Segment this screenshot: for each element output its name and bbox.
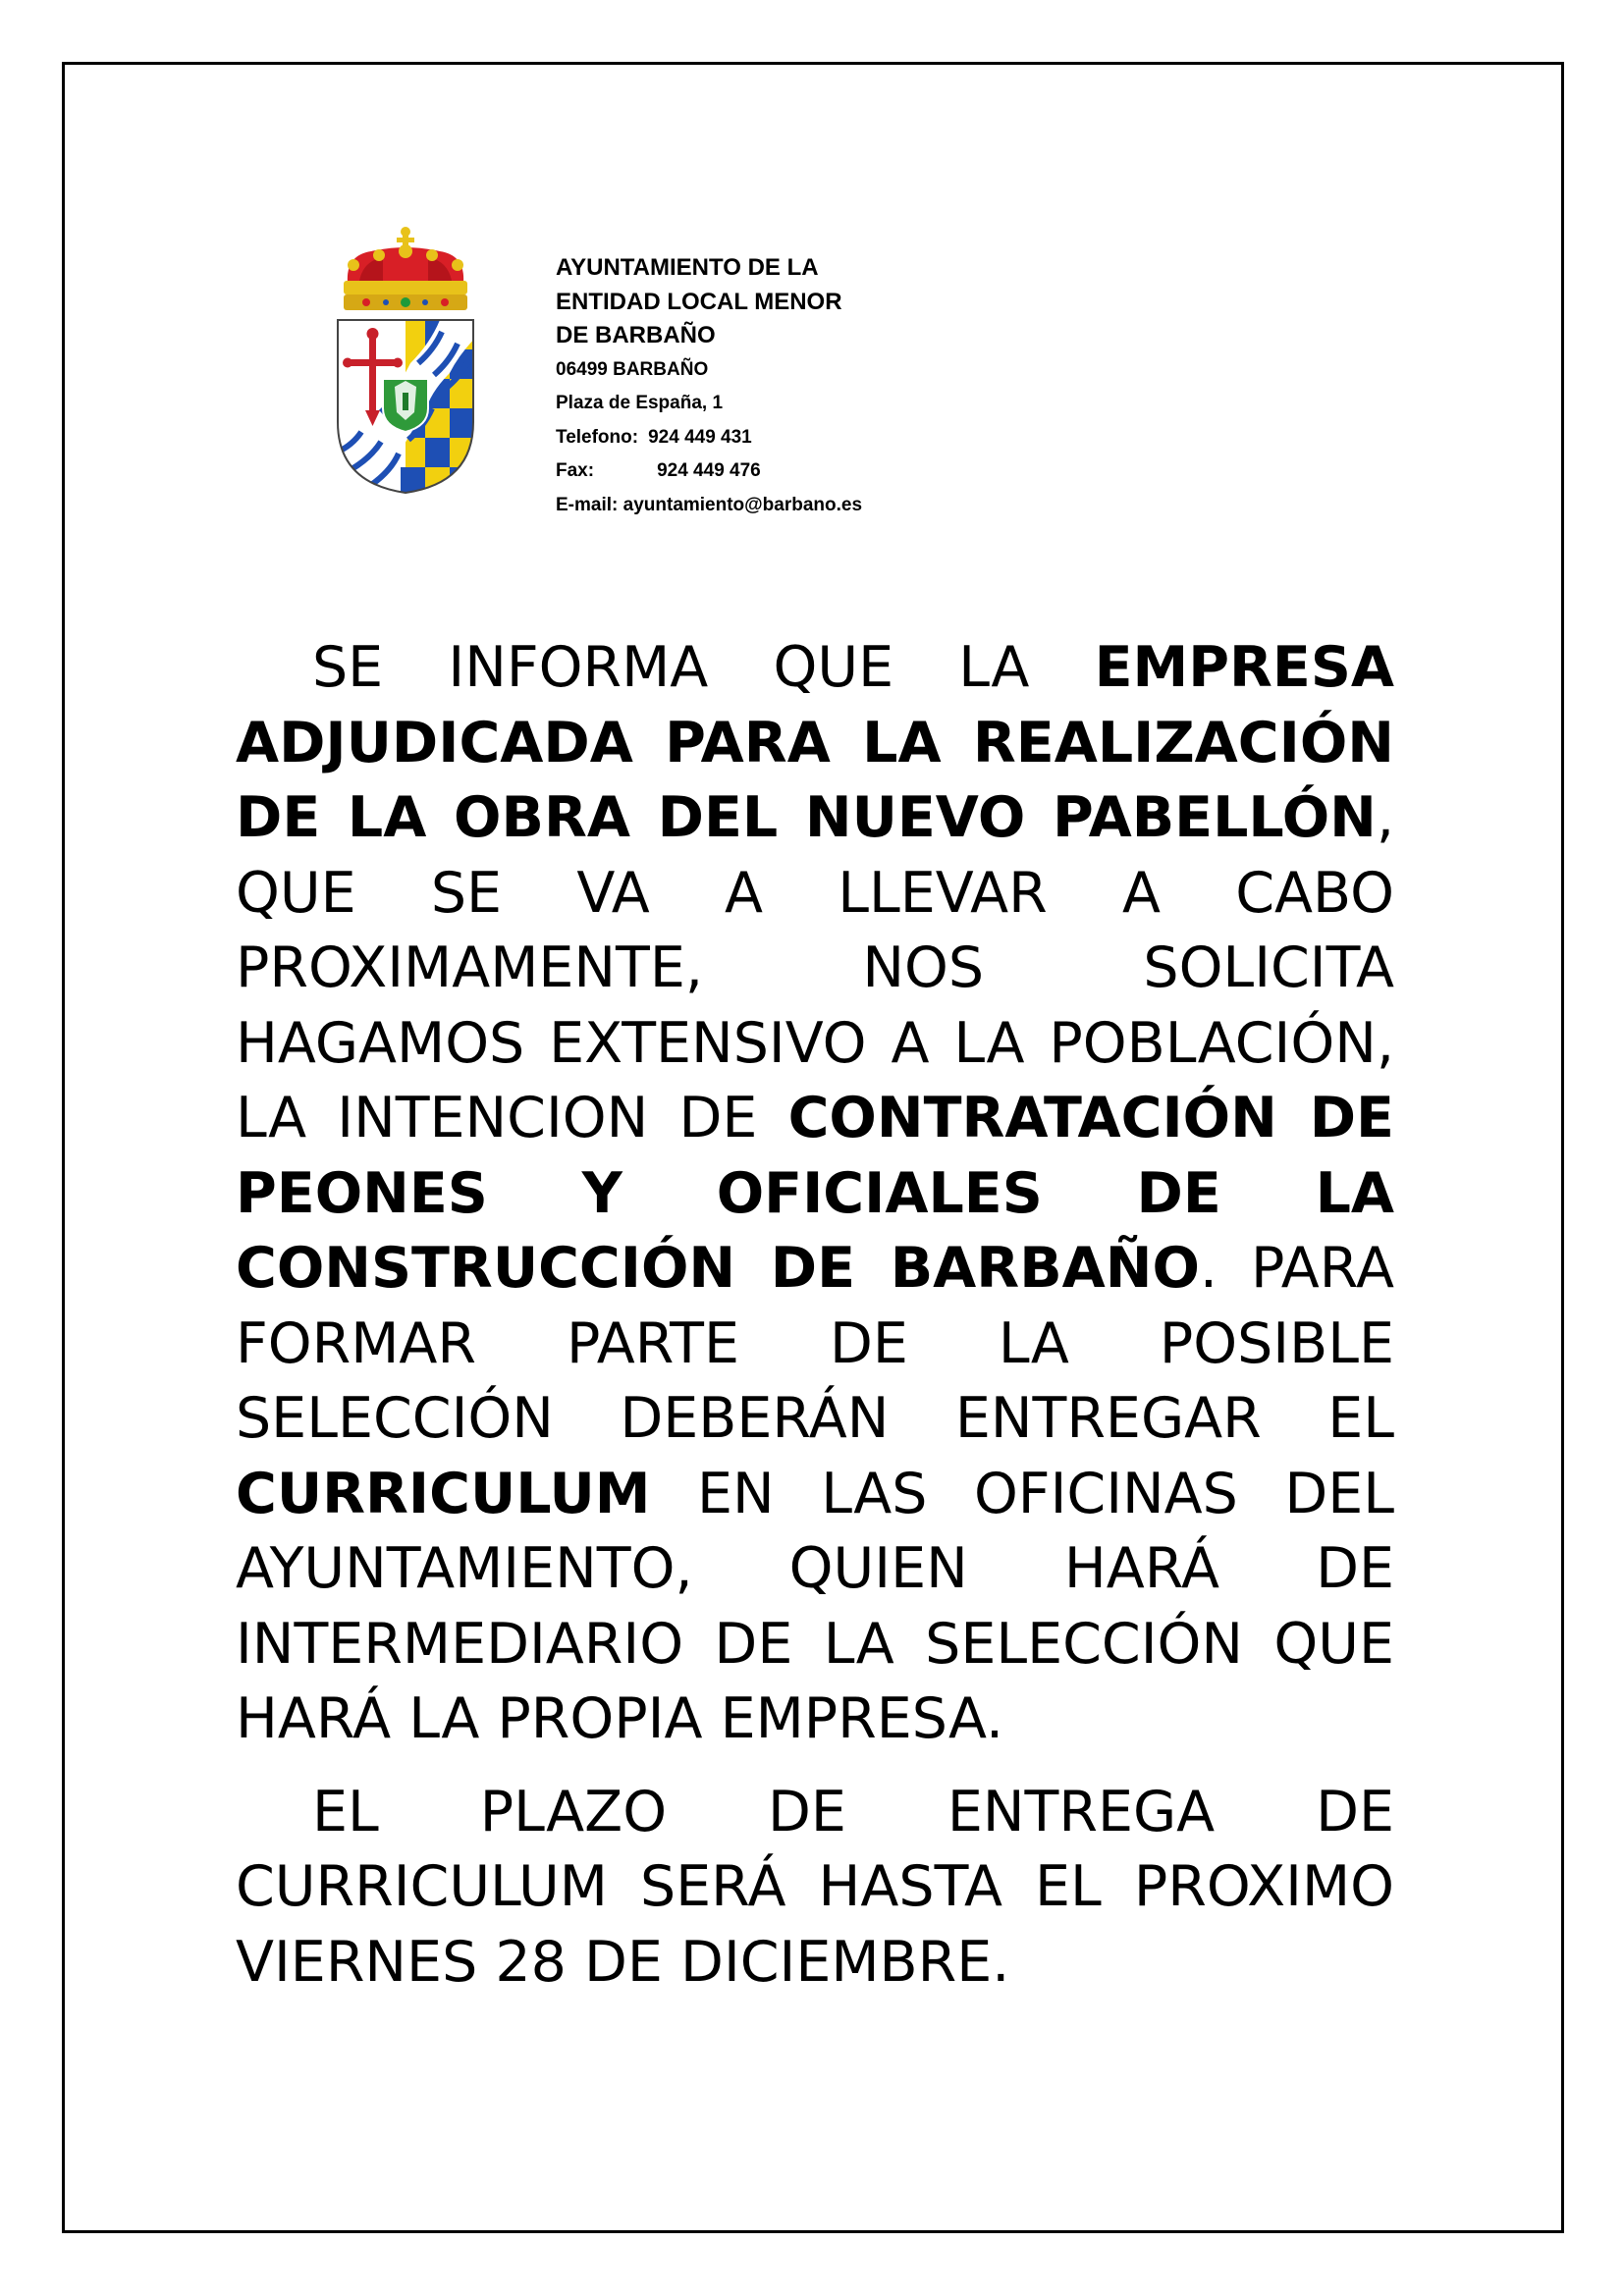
letterhead-email <box>556 489 862 523</box>
crown-icon <box>344 227 467 310</box>
letterhead-fax <box>556 454 862 489</box>
notice-text: . PARA FORMAR PARTE DE LA POSIBLE SELECCIÓN DEBERÁN ENTREGAR EL <box>236 1236 1394 1451</box>
notice-paragraph-1 <box>236 630 1394 1757</box>
letterhead-org-line-1: AYUNTAMIENTO DE LA <box>556 254 819 281</box>
letterhead <box>556 251 862 522</box>
letterhead-postal: 06499 BARBAÑO <box>556 358 709 380</box>
notice-text: EN LAS OFICINAS DEL AYUNTAMIENTO, QUIEN HARÁ DE INTERMEDIARIO DE LA SELECCIÓN QUE HARÁ LA PROPIA EMPRESA. <box>236 1461 1394 1751</box>
letterhead-address: Plaza de España, 1 <box>556 393 724 413</box>
notice-highlight: EMPRESA ADJUDICADA PARA LA REALIZACIÓN DE LA OBRA DEL NUEVO PABELLÓN <box>236 635 1394 850</box>
notice-highlight: CURRICULUM <box>236 1461 651 1526</box>
fax-label: Fax: <box>556 460 595 481</box>
email-label: E-mail: <box>556 494 619 515</box>
notice-text: , QUE SE VA A LLEVAR A CABO PROXIMAMENTE, NOS SOLICITA HAGAMOS EXTENSIVO A LA POBLACIÓN, LA INTENCION DE <box>236 785 1394 1150</box>
notice-highlight: CONTRATACIÓN DE PEONES Y OFICIALES DE LA CONSTRUCCIÓN DE BARBAÑO <box>236 1086 1394 1301</box>
letterhead-org-line-3: DE BARBAÑO <box>556 322 716 348</box>
coat-of-arms-icon <box>332 226 479 496</box>
fax-value: 924 449 476 <box>657 460 761 481</box>
phone-value: 924 449 431 <box>648 426 752 448</box>
letterhead-phone <box>556 421 862 455</box>
notice-text: SE INFORMA QUE LA <box>312 635 1095 700</box>
notice-paragraph-2: EL PLAZO DE ENTREGA DE CURRICULUM SERÁ HASTA EL PROXIMO VIERNES 28 DE DICIEMBRE. <box>236 1779 1394 1995</box>
letterhead-org-line-2: ENTIDAD LOCAL MENOR <box>556 288 842 315</box>
notice-body <box>236 630 1394 2000</box>
phone-label: Telefono: <box>556 426 639 448</box>
email-value: ayuntamiento@barbano.es <box>622 494 863 515</box>
